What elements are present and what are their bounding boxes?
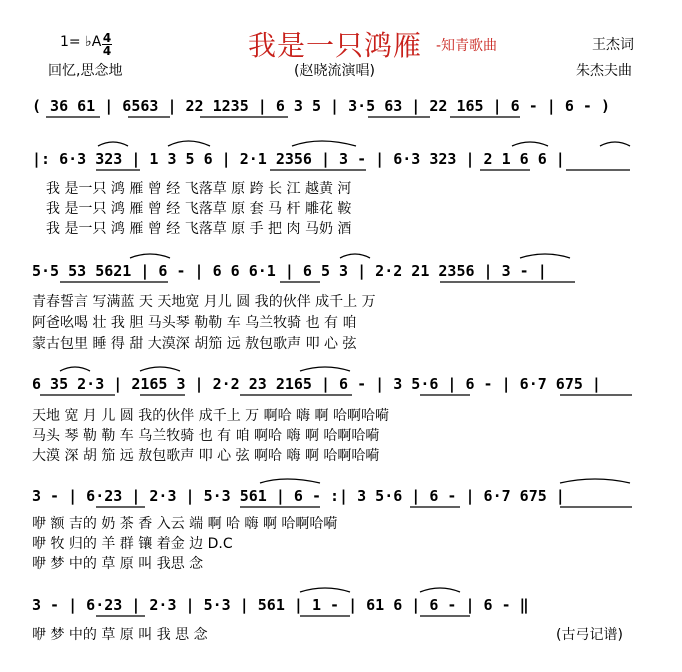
time-signature-top: 4 [102,31,112,45]
lyric-row-6-verse-1: 咿 梦 中的 草 原 叫 我 思 念 [32,627,208,643]
lyric-row-2-verse-2: 我 是一只 鸿 雁 曾 经 飞落草 原 套 马 杆 雕花 鞍 [46,201,352,217]
lyric-row-3-verse-3: 蒙古包里 睡 得 甜 大漠深 胡笳 远 敖包歌声 叩 心 弦 [32,336,357,352]
notation-row-3: 5·5 53 5621 | 6 - | 6 6 6·1 | 6 5 3 | 2·2 21 2356 | 3 - | [32,262,547,280]
notation-row-4: 6 35 2·3 | 2165 3 | 2·2 23 2165 | 6 - | 3 5·6 | 6 - | 6·7 675 | [32,375,601,393]
transcriber-credit: (古弓记谱) [556,627,623,643]
lyric-row-3-verse-1: 青春誓言 写满蓝 天 天地宽 月儿 圆 我的伙伴 成千上 万 [32,294,376,310]
performance-mood: 回忆,思念地 [48,63,123,79]
lyric-row-3-verse-2: 阿爸吆喝 壮 我 胆 马头琴 勒勒 车 乌兰牧骑 也 有 咱 [32,315,357,331]
composer-credit: 朱杰夫曲 [576,63,632,79]
song-title: 我是一只鸿雁 [248,29,423,62]
time-signature-bottom: 4 [102,44,112,58]
lyric-row-4-verse-1: 天地 宽 月 儿 圆 我的伙伴 成千上 万 啊哈 嗨 啊 哈啊哈嗬 [32,408,389,424]
lyric-row-4-verse-2: 马头 琴 勒 勒 车 乌兰牧骑 也 有 咱 啊哈 嗨 啊 哈啊哈嗬 [32,428,380,444]
lyric-row-4-verse-3: 大漠 深 胡 笳 远 敖包歌声 叩 心 弦 啊哈 嗨 啊 哈啊哈嗬 [32,448,380,464]
notation-row-2: |: 6·3 323 | 1 3 5 6 | 2·1 2356 | 3 - | 6·3 323 | 2 1 6 6 | [32,150,565,168]
notation-row-6: 3 - | 6·23 | 2·3 | 5·3 | 561 | 1 - | 61 6 | 6 - | 6 - ‖ [32,596,529,614]
lyric-row-2-verse-1: 我 是一只 鸿 雁 曾 经 飞落草 原 跨 长 江 越黄 河 [46,181,352,197]
notation-row-5: 3 - | 6·23 | 2·3 | 5·3 561 | 6 - :| 3 5·6 | 6 - | 6·7 675 | [32,487,565,505]
lyricist-credit: 王杰词 [592,37,634,53]
key-signature: 1= ♭A [60,34,102,50]
lyric-row-5-verse-1: 咿 额 吉的 奶 茶 香 入云 端 啊 哈 嗨 啊 哈啊哈嗬 [32,516,338,532]
lyric-row-2-verse-3: 我 是一只 鸿 雁 曾 经 飞落草 原 手 把 肉 马奶 酒 [46,221,352,237]
lyric-row-5-verse-2: 咿 牧 归的 羊 群 镶 着金 边 D.C [32,536,233,552]
notation-row-1: ( 36 61 | 6563 | 22 1235 | 6 3 5 | 3·5 63 | 22 165 | 6 - | 6 - ) [32,97,610,115]
singer-credit: (赵晓流演唱) [294,63,375,79]
song-subtitle: -知青歌曲 [436,38,498,54]
lyric-row-5-verse-3: 咿 梦 中的 草 原 叫 我思 念 [32,556,204,572]
